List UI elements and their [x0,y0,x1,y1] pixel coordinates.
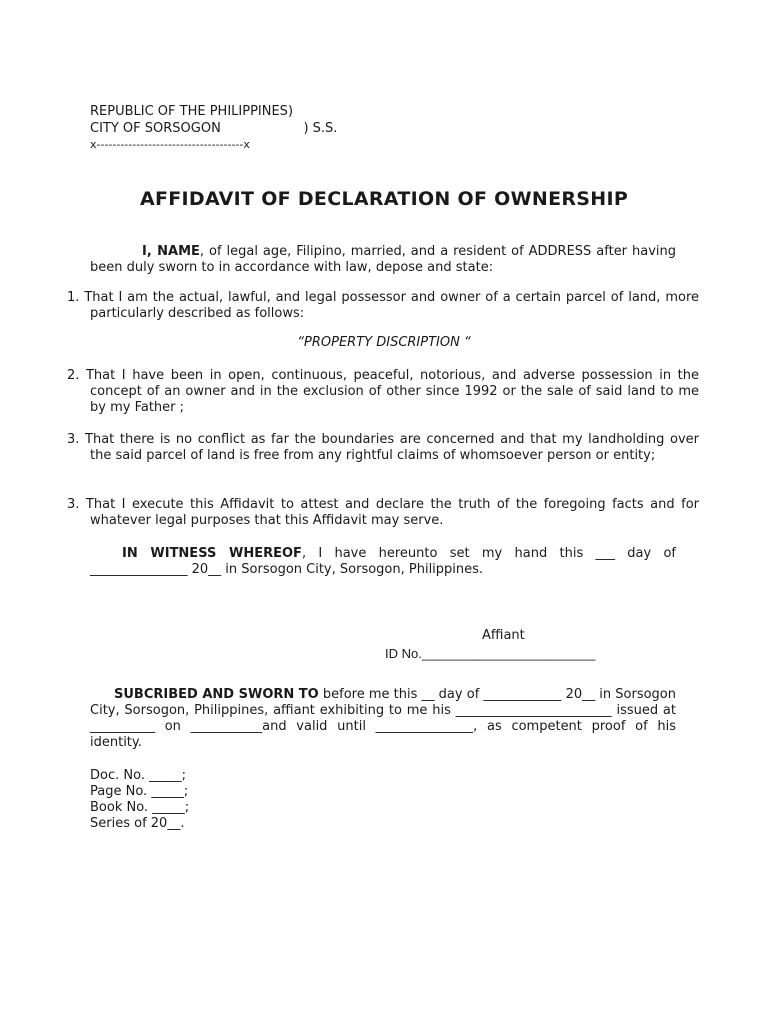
subscribed-paragraph [90,687,676,751]
witness-text: , I have hereunto set my hand this ___ day of _______________ 20__ in Sorsogon City, Sorsogon, Philippines. [90,546,676,577]
statement-item-1 [67,290,699,322]
book-number: Book No. _____; [90,800,190,815]
id-number-line: ID No.________________________ [385,646,596,661]
series-year: Series of 20__. [90,816,185,831]
affiant-label: Affiant [482,628,525,643]
doc-number: Doc. No. _____; [90,768,186,783]
statement-item-2 [67,368,699,416]
intro-text: , of legal age, Filipino, married, and a resident of ADDRESS after having been duly sworn to in accordance with law, depose and state: [90,244,676,275]
notarial-register [90,768,189,832]
item-text: That I am the actual, lawful, and legal possessor and owner of a certain parcel of land, more particularly described as follows: [84,290,699,321]
item-text: That I have been in open, continuous, peaceful, notorious, and adverse possession in the concept of an owner and in the exclusion of other since 1992 or the sale of said land to me by my Father ; [85,368,699,415]
item-text: That I execute this Affidavit to attest and declare the truth of the foregoing facts and for whatever legal purposes that this Affidavit may serve. [85,497,699,528]
intro-paragraph [90,244,676,276]
item-text: That there is no conflict as far the boundaries are concerned and that my landholding over the said parcel of land is free from any rightful claims of whomsoever person or entity; [85,432,699,463]
subscribed-text: before me this __ day of ____________ 20__ in Sorsogon City, Sorsogon, Philippines, affiant exhibiting to me his ________________________ issued at __________ on ___________and valid until _______________, as competent proof of his identity. [90,687,676,750]
city-caption: CITY OF SORSOGON ) S.S. [90,121,338,136]
statement-item-4 [67,497,699,529]
document-title: AFFIDAVIT OF DECLARATION OF OWNERSHIP [139,188,629,210]
statement-item-3 [67,432,699,464]
page-number: Page No. _____; [90,784,189,799]
caption-separator: x-------------------------------------x [90,138,250,151]
property-description: “PROPERTY DISCRIPTION “ [297,335,471,350]
witness-paragraph [90,546,676,578]
item-number: 1. [67,290,80,305]
item-number: 3. [67,432,80,447]
item-number: 2. [67,368,80,383]
republic-caption: REPUBLIC OF THE PHILIPPINES) [90,104,294,119]
item-number: 3. [67,497,80,512]
subscribed-lead: SUBCRIBED AND SWORN TO [114,687,319,702]
affiant-name: I, NAME [142,244,200,259]
witness-lead: IN WITNESS WHEREOF [122,546,302,561]
